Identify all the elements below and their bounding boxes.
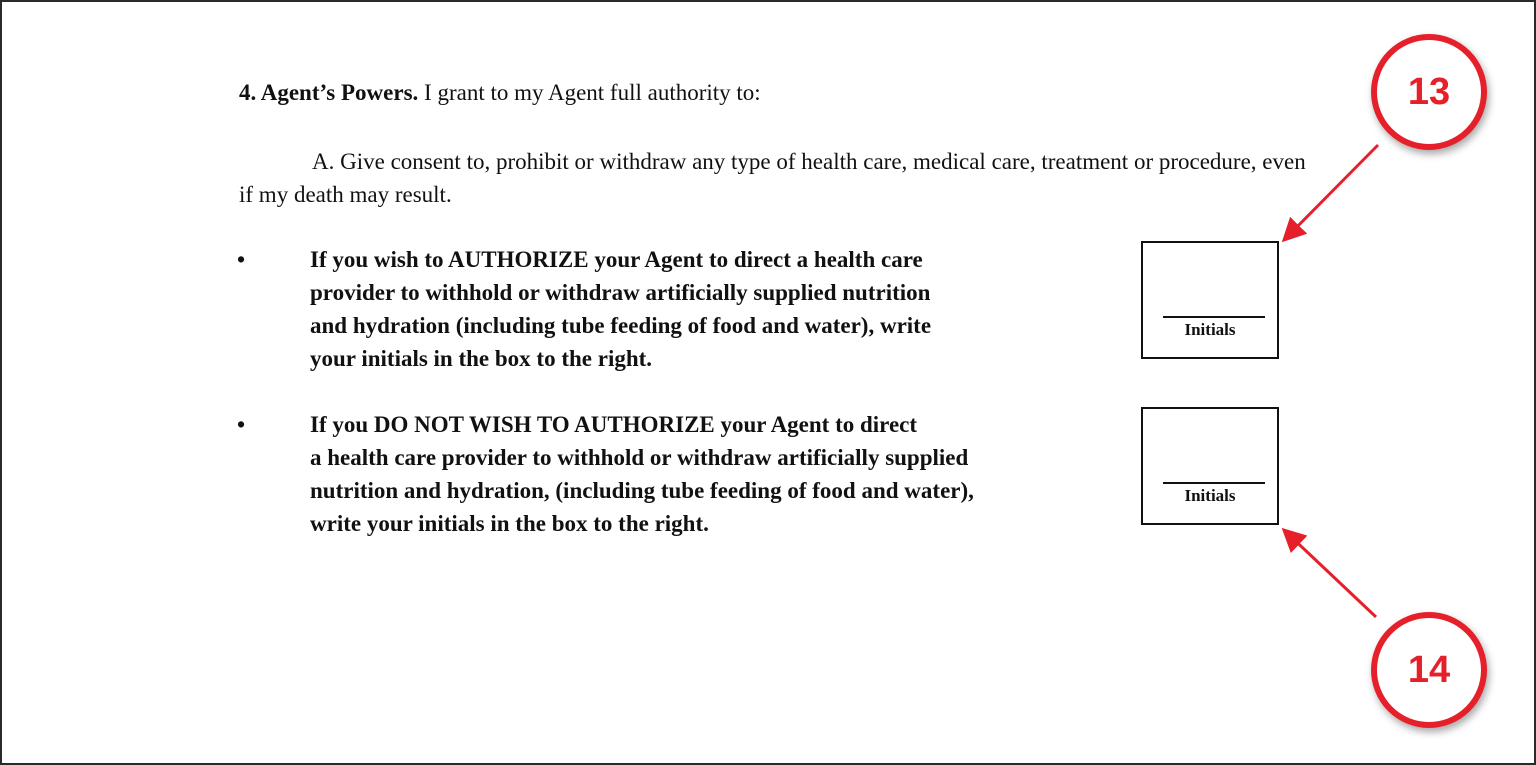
option-not-authorize-bullet: •	[237, 412, 246, 437]
section-intro: I grant to my Agent full authority to:	[424, 80, 761, 105]
option-authorize-line: If you wish to AUTHORIZE your Agent to direct a health care	[310, 247, 923, 272]
initials-label: Initials	[1184, 320, 1236, 339]
initials-label: Initials	[1184, 486, 1236, 505]
option-authorize-line: provider to withhold or withdraw artificially supplied nutrition	[310, 280, 931, 305]
option-not-authorize-line: nutrition and hydration, (including tube feeding of food and water),	[310, 478, 974, 503]
option-authorize-bullet: •	[237, 247, 246, 272]
callout-arrows	[2, 2, 1534, 763]
section-title: 4. Agent’s Powers.	[239, 80, 419, 105]
callout-13-arrow	[1286, 145, 1378, 238]
callout-14-arrow	[1286, 532, 1376, 617]
callout-13-badge: 13	[1371, 34, 1487, 150]
clause-a-paragraph: A. Give consent to, prohibit or withdraw any type of health care, medical care, treatment or procedure, even if my death may result.	[239, 149, 1306, 207]
option-not-authorize-line: write your initials in the box to the right.	[310, 511, 709, 536]
option-authorize-line: and hydration (including tube feeding of food and water), write	[310, 313, 932, 338]
option-not-authorize-line: If you DO NOT WISH TO AUTHORIZE your Agent to direct	[310, 412, 918, 437]
option-authorize-line: your initials in the box to the right.	[310, 346, 653, 371]
option-not-authorize-line: a health care provider to withhold or withdraw artificially supplied	[310, 445, 969, 470]
callout-14-badge: 14	[1371, 612, 1487, 728]
